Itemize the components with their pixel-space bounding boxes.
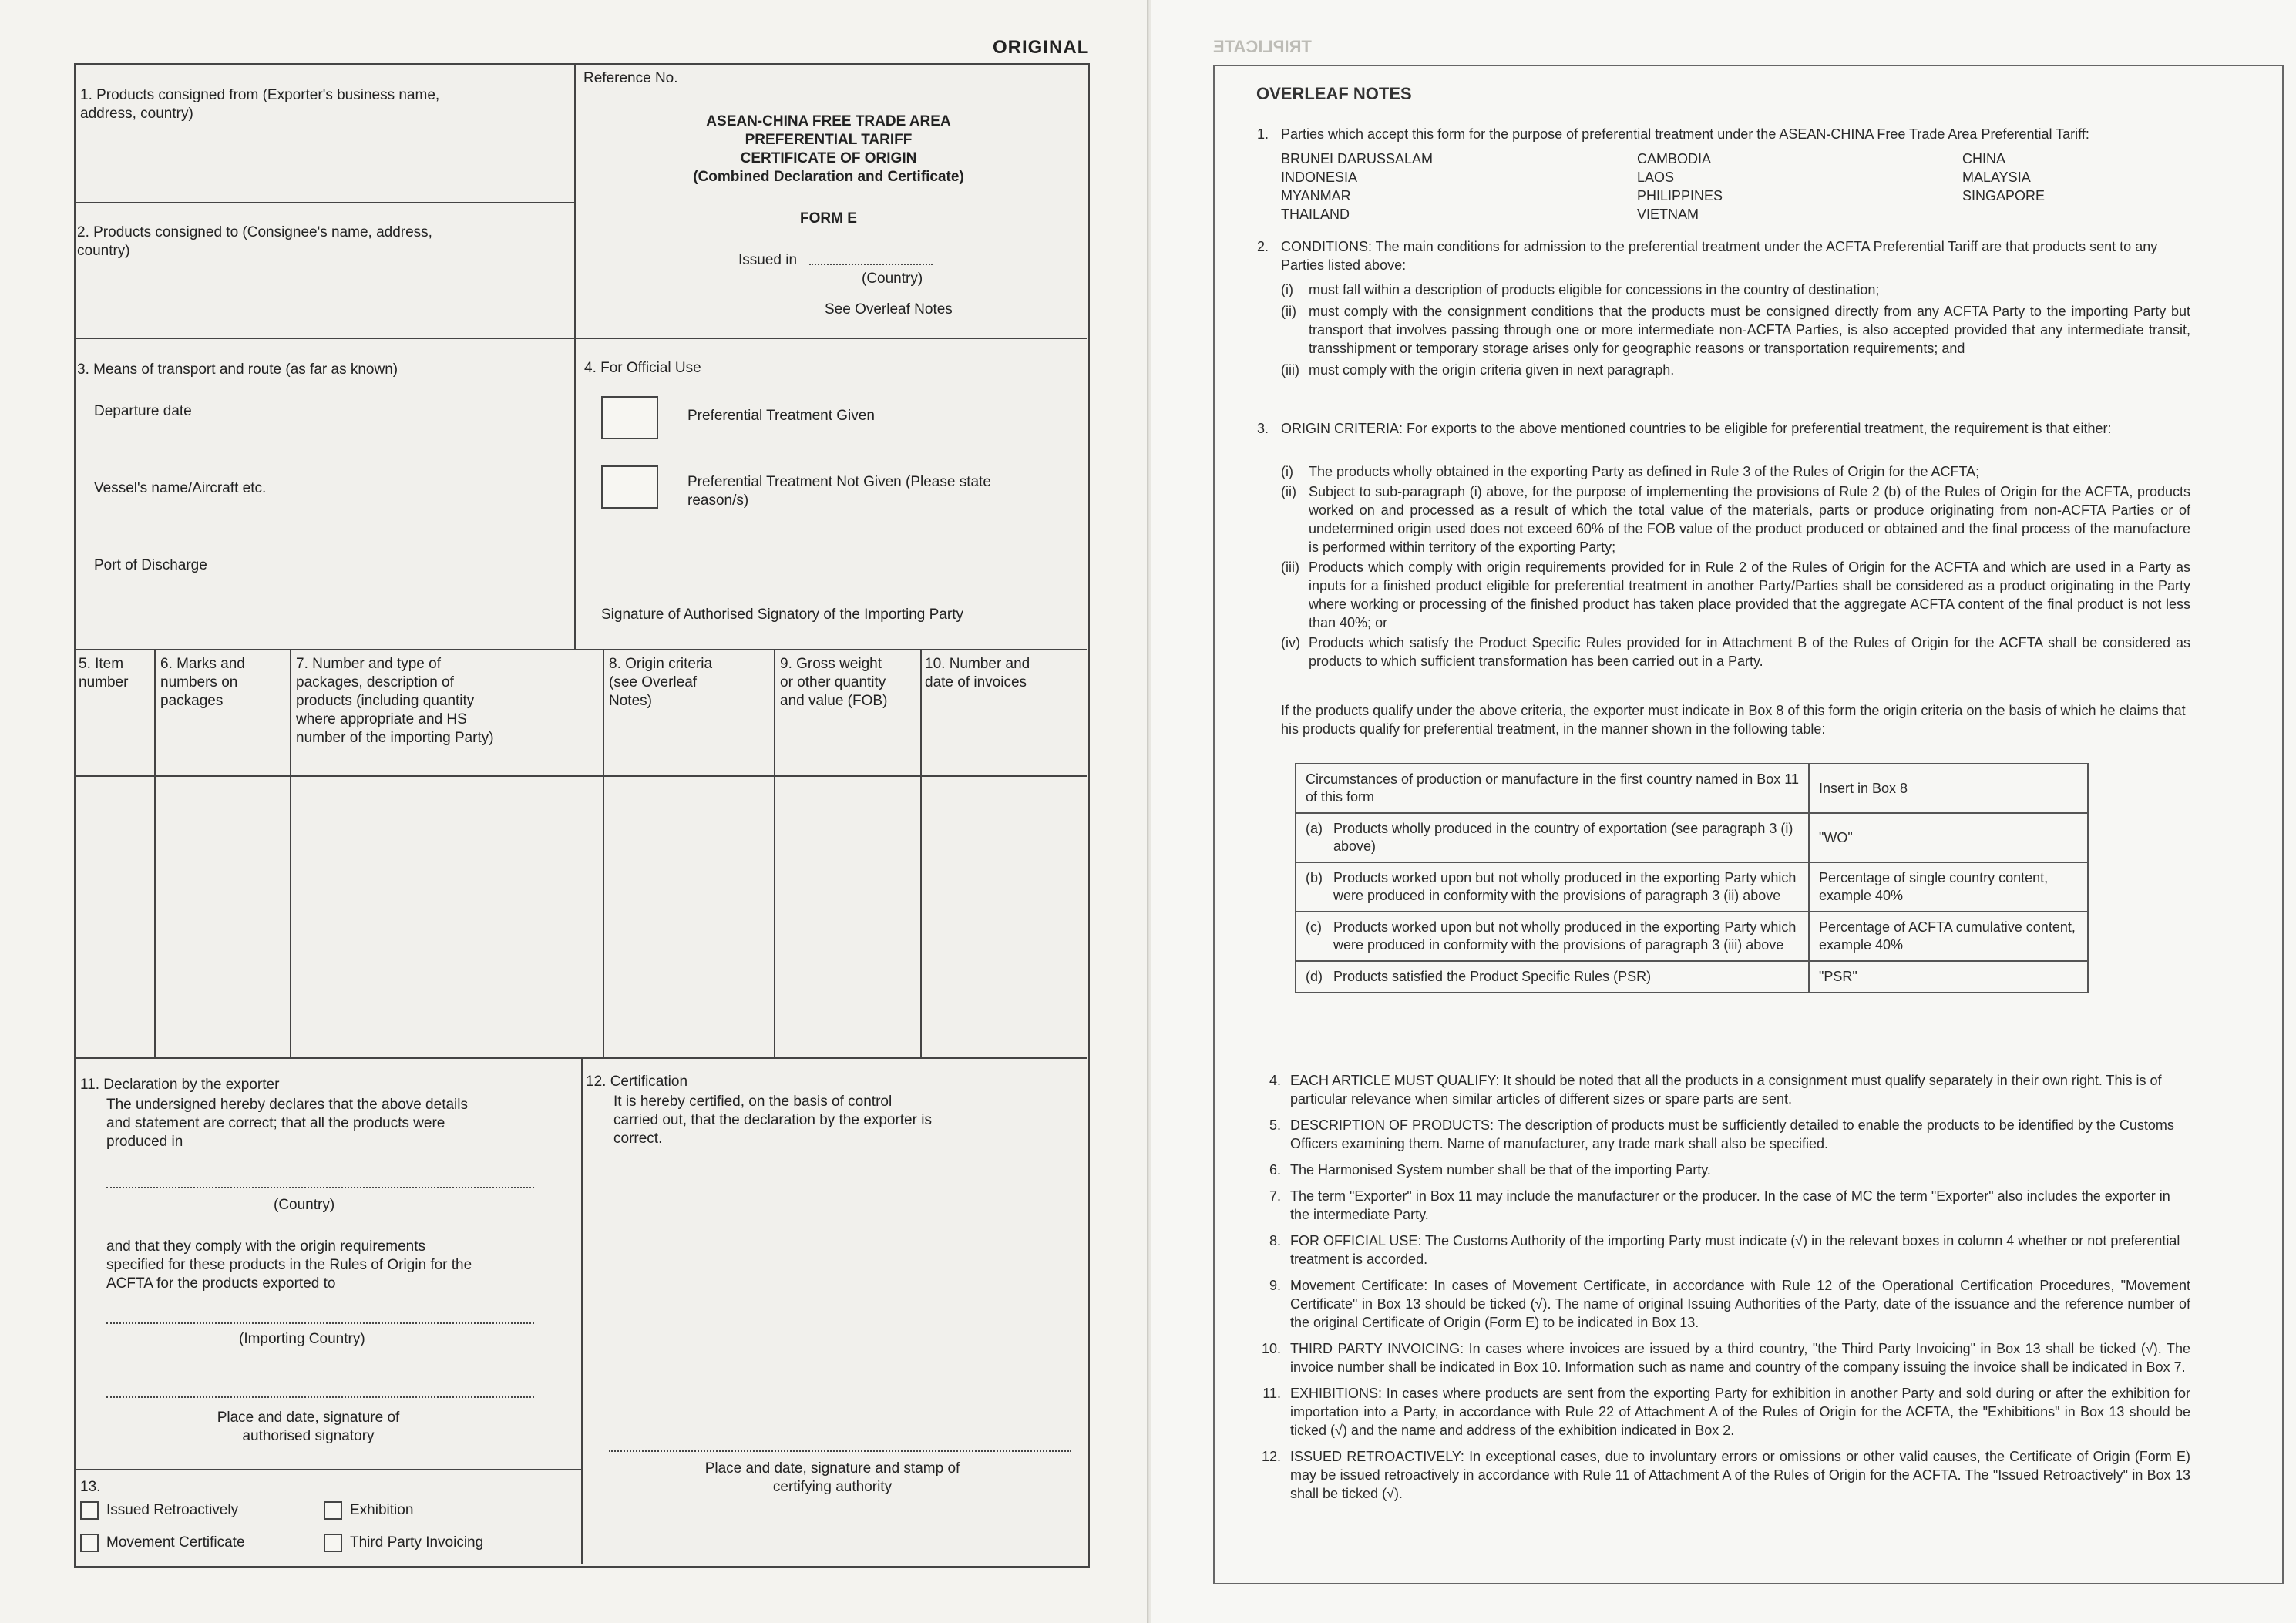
table-row: (b) Products worked upon but not wholly produced in the exporting Party which were produced in conformity with the provisions of paragraph 3 (ii) above Percentage of single country content, example 40% xyxy=(1296,862,2088,912)
box12-title: 12. Certification xyxy=(586,1074,688,1090)
issued-retroactively-label: Issued Retroactively xyxy=(106,1502,239,1518)
issued-in-line[interactable] xyxy=(809,264,933,265)
box12-place-date-label: Place and date, signature and stamp of certifying authority xyxy=(704,1460,960,1495)
table-row: (c) Products worked upon but not wholly produced in the exporting Party which were produced in conformity with the provisions of paragraph 3 (iii) above Percentage of ACFTA cumulative content, example 40% xyxy=(1296,912,2088,961)
col-invoices: 10. Number and date of invoices xyxy=(925,656,1030,691)
parties-list: BRUNEI DARUSSALAM CAMBODIA CHINA INDONESIA LAOS MALAYSIA MYANMAR PHILIPPINES SINGAPORE THAILAND VIETNAM xyxy=(1281,151,2046,222)
note-3-items: (i) The products wholly obtained in the exporting Party as defined in Rule 3 of the Rules of Origin for the ACFTA; (ii) Subject to sub-paragraph (i) above, for the purpose of implementing the provisions of Rule 2 (b) of the Rules of Origin for the ACFTA, products worked on and processed as a result of which the total value of the materials, parts or produce originating from non-ACFTA Parties or of undetermined origin used does not exceed 60% of the FOB value of the product produced or obtained and the final process of the manufacture is performed within territory of the exporting Party; (iii) Products which comply with origin requirements provided for in Rule 2 of the Rules of Origin for the ACFTA and which are used in a Party as inputs for a finished product eligible for preferential treatment in another Party/Parties shall be considered as a product originating in the Party where working or processing of the finished product has taken place provided that the aggregate ACFTA content of the final product is not less than 40%; or (iv) Products which satisfy the Product Specific Rules provided for in Attachment B of the Rules of Origin for the ACFTA shall be considered as products to which sufficient transformation has been carried out in a Party. xyxy=(1281,464,2190,669)
box11-country-label: (Country) xyxy=(274,1197,335,1213)
table-header-row xyxy=(1296,764,2088,813)
produced-in-line[interactable] xyxy=(106,1187,534,1188)
note-number: 3. xyxy=(1256,421,1269,436)
box2-consignee-label: 2. Products consigned to (Consignee's name, address, country) xyxy=(77,224,432,259)
signature-importing-label: Signature of Authorised Signatory of the Importing Party xyxy=(601,607,963,623)
movement-certificate-checkbox[interactable] xyxy=(80,1534,99,1552)
col-packages-description: 7. Number and type of packages, description of products (including quantity where appropriate and HS number of the importing Party) xyxy=(296,656,494,746)
show-through-header: TRIPLICATE xyxy=(1213,37,1312,56)
see-overleaf-label: See Overleaf Notes xyxy=(825,301,953,318)
note-2-text: CONDITIONS: The main conditions for admission to the preferential treatment under the ACFTA Preferential Tariff are that products sent to any Parties listed above: xyxy=(1281,239,2158,273)
box12-certification-text: It is hereby certified, on the basis of control carried out, that the declaration by the exporter is correct. xyxy=(613,1094,932,1147)
table-cell: Percentage of single country content, example 40% xyxy=(1809,862,2088,912)
exporter-signature-line[interactable] xyxy=(106,1396,534,1398)
table-row: (a) Products wholly produced in the country of exportation (see paragraph 3 (i) above) "WO" xyxy=(1296,813,2088,862)
importing-country-line[interactable] xyxy=(106,1322,534,1324)
table-row: (d) Products satisfied the Product Specific Rules (PSR) "PSR" xyxy=(1296,961,2088,993)
box1-exporter-label: 1. Products consigned from (Exporter's business name, address, country) xyxy=(80,87,440,122)
original-label: ORIGINAL xyxy=(993,37,1090,58)
departure-date-label: Departure date xyxy=(94,403,192,419)
box11-requirements-text: and that they comply with the origin requirements specified for these products in the Rules of Origin for the ACFTA for the products exported to xyxy=(106,1238,472,1292)
issued-in-label: Issued in xyxy=(738,252,798,268)
form-e-title: FORM E xyxy=(800,210,857,227)
country-label: (Country) xyxy=(862,270,923,287)
box3-transport-label: 3. Means of transport and route (as far as known) xyxy=(77,361,398,378)
table-cell: "WO" xyxy=(1809,813,2088,862)
reference-no-label: Reference No. xyxy=(583,70,678,86)
box11-title: 11. Declaration by the exporter xyxy=(80,1077,280,1093)
note-3-text: ORIGIN CRITERIA: For exports to the above mentioned countries to be eligible for preferential treatment, the requirement is that either: xyxy=(1281,421,2112,436)
pref-not-given-checkbox[interactable] xyxy=(601,465,658,509)
origin-criteria-table xyxy=(1295,763,2089,993)
table-header-cell: Insert in Box 8 xyxy=(1809,764,2088,813)
form-title: ASEAN-CHINA FREE TRADE AREA PREFERENTIAL TARIFF CERTIFICATE OF ORIGIN (Combined Declaration and Certificate) xyxy=(693,113,964,185)
pref-not-given-label: Preferential Treatment Not Given (Please state reason/s) xyxy=(687,474,991,509)
col-gross-weight: 9. Gross weight or other quantity and value (FOB) xyxy=(780,656,888,709)
box11-place-date-label: Place and date, signature of authorised signatory xyxy=(217,1410,400,1444)
certifying-signature-line[interactable] xyxy=(609,1450,1071,1452)
overleaf-notes-title: OVERLEAF NOTES xyxy=(1256,84,1412,103)
port-of-discharge-label: Port of Discharge xyxy=(94,557,207,573)
box13-title: 13. xyxy=(80,1479,101,1495)
col-marks-numbers: 6. Marks and numbers on packages xyxy=(160,656,245,709)
pref-given-label: Preferential Treatment Given xyxy=(687,408,875,424)
pref-given-checkbox[interactable] xyxy=(601,396,658,439)
note-2-items: (i) must fall within a description of products eligible for concessions in the country of destination; (ii) must comply with the consignment conditions that the products must be consigned directly from any ACFTA Party to the importing Party but transport that involves passing through one or more intermediate non-ACFTA Parties, is also accepted provided that any intermediate transit, transshipment or temporary storage arises only for geographic reasons or transportation requirements; and (iii) must comply with the origin criteria given in next paragraph. xyxy=(1281,282,2190,378)
note-number: 2. xyxy=(1256,239,1269,254)
exhibition-checkbox[interactable] xyxy=(324,1501,342,1520)
third-party-invoicing-checkbox[interactable] xyxy=(324,1534,342,1552)
note-number: 1. xyxy=(1256,126,1269,142)
box11-declaration-text: The undersigned hereby declares that the above details and statement are correct; that all the products were produced in xyxy=(106,1097,468,1150)
issued-retroactively-checkbox[interactable] xyxy=(80,1501,99,1520)
col-origin-criteria: 8. Origin criteria (see Overleaf Notes) xyxy=(609,656,713,709)
note-1-text: Parties which accept this form for the purpose of preferential treatment under the ASEAN-CHINA Free Trade Area Preferential Tariff: xyxy=(1281,126,2089,142)
table-cell: Percentage of ACFTA cumulative content, example 40% xyxy=(1809,912,2088,961)
movement-certificate-label: Movement Certificate xyxy=(106,1534,245,1551)
exhibition-label: Exhibition xyxy=(350,1502,414,1518)
table-header-cell: Circumstances of production or manufacture in the first country named in Box 11 of this form xyxy=(1296,764,1809,813)
box4-official-use-label: 4. For Official Use xyxy=(584,360,701,376)
box11-importing-country-label: (Importing Country) xyxy=(239,1331,365,1347)
vessel-label: Vessel's name/Aircraft etc. xyxy=(94,480,267,496)
note-3-after-text: If the products qualify under the above criteria, the exporter must indicate in Box 8 of this form the origin criteria on the basis of which he claims that his products qualify for preferential treatment, in the manner shown in the following table: xyxy=(1281,703,2186,737)
col-item-number: 5. Item number xyxy=(79,656,129,691)
table-cell: "PSR" xyxy=(1809,961,2088,993)
third-party-invoicing-label: Third Party Invoicing xyxy=(350,1534,484,1551)
notes-list: 4. EACH ARTICLE MUST QUALIFY: It should be noted that all the products in a consignment must qualify separately in their own right. This is of particular relevance when similar articles of different sizes or spare parts are sent. 5. DESCRIPTION OF PRODUCTS: The description of products must be sufficiently detailed to enable the products to be identified by the Customs Officers examining them. Name of manufacturer, any trade mark shall also be specified. 6. The Harmonised System number shall be that of the importing Party. 7. The term "Exporter" in Box 11 may include the manufacturer or the producer. In the case of MC the term "Exporter" also includes the exporter in the intermediate Party. 8. FOR OFFICIAL USE: The Customs Authority of the importing Party must indicate (√) in the relevant boxes in column 4 whether or not preferential treatment is accorded. 9. Movement Certificate: In cases of Movement Certificate, in accordance with Rule 12 of the Operational Certification Procedures, "Movement Certificate" in Box 13 should be ticked (√). The name of original Issuing Authorities of the Party, date of the issuance and the reference number of the original Certificate of Origin (Form E) to be indicated in Box 13. 10. THIRD PARTY INVOICING: In cases where invoices are issued by a third country, "the Third Party Invoicing" in Box 13 shall be ticked (√). The invoice number shall be indicated in Box 10. Information such as name and country of the company issuing the invoice shall be indicated in Box 7. 11. EXHIBITIONS: In cases where products are sent from the exporting Party for exhibition in another Party and sold during or after the exhibition for importation into a Party, in accordance with Rule 22 of Attachment A of the Rules of Origin for the ACFTA, the "Exhibitions" in Box 13 should be ticked (√) and the name and address of the exhibition indicated in Box 2. 12. ISSUED RETROACTIVELY: In exceptional cases, due to involuntary errors or omissions or other valid causes, the Certificate of Origin (Form E) may be issued retroactively in accordance with Rule 11 of Attachment A of the Rules of Origin for the ACFTA. The "Issued Retroactively" in Box 13 shall be ticked (√). xyxy=(1261,1073,2190,1501)
